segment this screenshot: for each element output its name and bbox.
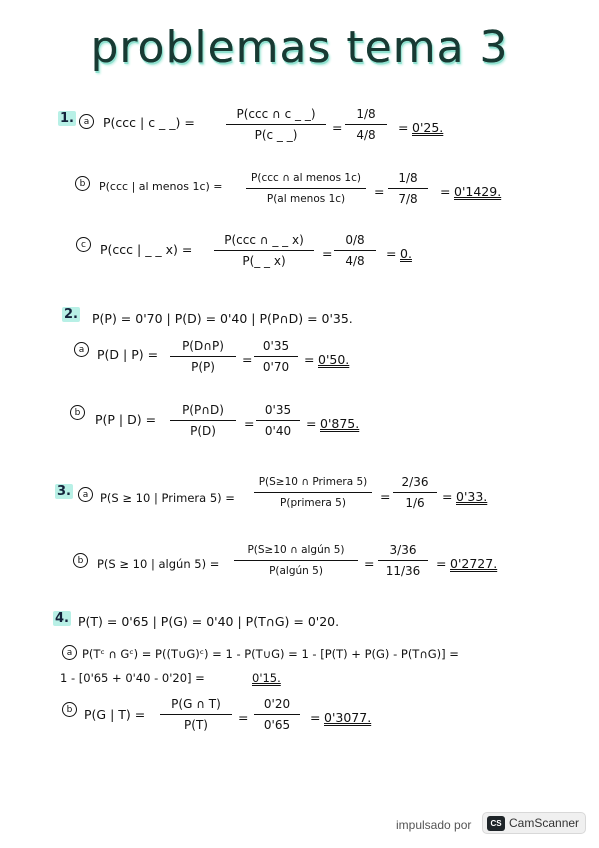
p1a-equals: = [332,120,343,135]
p3b-denominator: P(algún 5) [269,565,323,577]
p1b-result: 0'1429. [454,184,502,199]
problem-3-number: 3. [57,484,71,499]
fraction-bar [170,356,236,357]
p1a-denominator: P(c _ _) [254,128,298,142]
powered-by-text: impulsado por [396,818,472,832]
p4b-result: 0'3077. [324,710,372,725]
p2b-denominator: P(D) [190,424,216,438]
p1c-equals-2: = [386,246,397,261]
p1c-equals: = [322,246,333,261]
p1a-numerator: P(ccc ∩ c _ _) [236,107,316,121]
p1b-value-den: 7/8 [398,192,418,206]
p3a-value-num: 2/36 [401,475,429,489]
p1c-fraction [214,232,314,269]
p1b-equals: = [374,184,385,199]
p2a-lhs: P(D | P) = [97,347,159,362]
fraction-bar [254,356,298,357]
p4b-equals-2: = [310,710,321,725]
p3b-numerator: P(S≥10 ∩ algún 5) [247,544,345,556]
p3b-value-den: 11/36 [385,564,421,578]
fraction-bar [345,124,387,125]
p2a-value-fraction [254,338,298,375]
fraction-bar [334,250,376,251]
p1a-fraction [226,106,326,143]
fraction-bar [214,250,314,251]
p2a-value-num: 0'35 [262,339,290,353]
p3a-fraction [254,474,372,511]
p1a-lhs: P(ccc | c _ _) = [103,115,195,130]
p4b-fraction [160,696,232,733]
fraction-bar [170,420,236,421]
p2a-equals-2: = [304,352,315,367]
fraction-bar [256,420,300,421]
p4b-equals: = [238,710,249,725]
p4-given: P(T) = 0'65 | P(G) = 0'40 | P(T∩G) = 0'20. [78,614,340,629]
p1c-lhs: P(ccc | _ _ x) = [100,242,193,257]
fraction-bar [378,560,428,561]
p4a-result: 0'15. [252,671,281,685]
p4b-numerator: P(G ∩ T) [171,697,221,711]
page-title: problemas tema 3 [90,22,509,73]
part-a-marker: a [79,114,94,129]
p2b-result: 0'875. [320,416,360,431]
p1b-numerator: P(ccc ∩ al menos 1c) [251,172,361,184]
p4b-lhs: P(G | T) = [84,707,146,722]
p1a-value-fraction [345,106,387,143]
p3a-result: 0'33. [456,489,488,504]
p1c-numerator: P(ccc ∩ _ _ x) [224,233,304,247]
p2b-value-num: 0'35 [264,403,292,417]
p4a-line1: P(Tᶜ ∩ Gᶜ) = P((T∪G)ᶜ) = 1 - P(T∪G) = 1 - [P(T) + P(G) - P(T∩G)] = [82,647,459,661]
fraction-bar [254,492,372,493]
part-c-marker: c [76,237,91,252]
p3b-equals-2: = [436,556,447,571]
p1a-result: 0'25. [412,120,444,135]
camscanner-badge [482,812,586,834]
p3a-denominator: P(primera 5) [280,497,346,509]
p2b-lhs: P(P | D) = [95,412,157,427]
p1c-value-den: 4/8 [345,254,365,268]
p1b-equals-2: = [440,184,451,199]
p2b-value-den: 0'40 [264,424,292,438]
part-b-marker: b [62,702,77,717]
fraction-bar [393,492,437,493]
p3a-value-fraction [393,474,437,511]
fraction-bar [226,124,326,125]
p1b-value-num: 1/8 [398,171,418,185]
part-a-marker: a [78,487,93,502]
part-b-marker: b [70,405,85,420]
part-b-marker: b [75,176,90,191]
p1c-result: 0. [400,246,412,261]
camscanner-brand: CamScanner [509,816,580,830]
p2b-equals: = [244,416,255,431]
p3a-lhs: P(S ≥ 10 | Primera 5) = [100,491,235,505]
p3a-value-den: 1/6 [405,496,425,510]
p2b-fraction [170,402,236,439]
p3b-value-fraction [378,542,428,579]
camscanner-logo-icon: CS [487,816,505,831]
p2a-denominator: P(P) [191,360,215,374]
p2-given: P(P) = 0'70 | P(D) = 0'40 | P(P∩D) = 0'35. [92,311,353,326]
p1c-value-fraction [334,232,376,269]
p2b-numerator: P(P∩D) [182,403,224,417]
fraction-bar [254,714,300,715]
part-a-marker: a [62,645,77,660]
fraction-bar [388,188,428,189]
p1a-value-num: 1/8 [356,107,376,121]
p3a-numerator: P(S≥10 ∩ Primera 5) [258,476,368,488]
problem-2-number: 2. [64,307,78,322]
p3b-lhs: P(S ≥ 10 | algún 5) = [97,557,220,571]
p1a-equals-2: = [398,120,409,135]
p2a-fraction [170,338,236,375]
p1b-value-fraction [388,170,428,207]
problem-4-number: 4. [55,611,69,626]
fraction-bar [160,714,232,715]
p1c-value-num: 0/8 [345,233,365,247]
p4b-value-num: 0'20 [263,697,291,711]
p3b-equals: = [364,556,375,571]
fraction-bar [234,560,358,561]
p2a-numerator: P(D∩P) [182,339,224,353]
problem-1-number: 1. [60,111,74,126]
p3b-fraction [234,542,358,579]
p2a-result: 0'50. [318,352,350,367]
p1c-denominator: P(_ _ x) [242,254,286,268]
p1b-lhs: P(ccc | al menos 1c) = [99,180,223,193]
p4b-value-den: 0'65 [263,718,291,732]
p4a-line2: 1 - [0'65 + 0'40 - 0'20] = [60,671,205,685]
p3a-equals-2: = [442,489,453,504]
p3b-value-num: 3/36 [389,543,417,557]
p3a-equals: = [380,489,391,504]
p4b-value-fraction [254,696,300,733]
p2b-equals-2: = [306,416,317,431]
p1b-fraction [246,170,366,207]
part-b-marker: b [73,553,88,568]
p2b-value-fraction [256,402,300,439]
p3b-result: 0'2727. [450,556,498,571]
p1b-denominator: P(al menos 1c) [266,193,346,205]
part-a-marker: a [74,342,89,357]
fraction-bar [246,188,366,189]
p1a-value-den: 4/8 [356,128,376,142]
p2a-value-den: 0'70 [262,360,290,374]
p2a-equals: = [242,352,253,367]
p4b-denominator: P(T) [184,718,208,732]
